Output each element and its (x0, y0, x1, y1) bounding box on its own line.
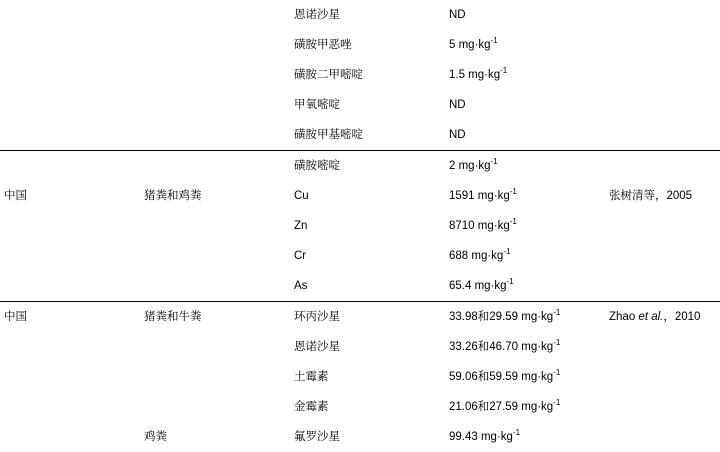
analyte-label: Cr (294, 250, 307, 262)
unit-exponent: -1 (490, 157, 498, 167)
concentration-value (445, 302, 605, 332)
cell-reference (605, 211, 720, 241)
cell-reference (605, 120, 720, 150)
cell-reference (605, 422, 720, 452)
cell-manure-source (140, 90, 290, 120)
manure-source-label: 鸡粪 (144, 431, 167, 443)
analyte-label: 土霉素 (294, 371, 329, 383)
concentration-number: 33.26和46.70 mg·kg (449, 341, 554, 353)
concentration-value (445, 332, 605, 362)
cell-analyte (290, 30, 445, 60)
cell-country (0, 181, 140, 211)
cell-reference (605, 271, 720, 301)
cell-reference (605, 362, 720, 392)
reference-citation (605, 181, 720, 211)
concentration-number: 65.4 mg·kg (449, 280, 507, 292)
unit-exponent: -1 (500, 66, 508, 76)
cell-country (0, 120, 140, 150)
analyte-label: 磺胺二甲嘧啶 (294, 69, 363, 81)
cell-analyte (290, 181, 445, 211)
cell-analyte (290, 271, 445, 301)
cell-country (0, 302, 140, 332)
unit-exponent: -1 (490, 36, 498, 46)
cell-analyte (290, 120, 445, 150)
concentration-value (445, 392, 605, 422)
unit-exponent: -1 (506, 277, 514, 287)
analyte-label: 氟罗沙星 (294, 431, 340, 443)
cell-analyte (290, 302, 445, 332)
cell-manure-source (140, 302, 290, 332)
unit-exponent: -1 (509, 187, 517, 197)
cell-manure-source (140, 362, 290, 392)
cell-concentration (445, 151, 605, 181)
concentration-number: 1591 mg·kg (449, 190, 510, 202)
cell-country (0, 392, 140, 422)
cell-analyte (290, 332, 445, 362)
cell-concentration (445, 241, 605, 271)
concentration-number: 5 mg·kg (449, 39, 491, 51)
cell-country (0, 90, 140, 120)
cell-reference (605, 0, 720, 30)
country-label: 中国 (4, 311, 27, 323)
cell-reference (605, 302, 720, 332)
cell-analyte (290, 0, 445, 30)
cell-concentration (445, 271, 605, 301)
cell-reference (605, 30, 720, 60)
analyte-label: As (294, 280, 308, 292)
table-row (0, 181, 720, 211)
concentration-value (445, 120, 605, 150)
unit-exponent: -1 (553, 398, 561, 408)
analyte-label: Zn (294, 220, 308, 232)
cell-concentration (445, 362, 605, 392)
cell-country (0, 151, 140, 181)
concentration-value (445, 241, 605, 271)
cell-manure-source (140, 151, 290, 181)
cell-reference (605, 181, 720, 211)
concentration-value (445, 90, 605, 120)
cell-analyte (290, 60, 445, 90)
concentration-number: 8710 mg·kg (449, 220, 510, 232)
cell-concentration (445, 181, 605, 211)
unit-exponent: -1 (503, 247, 511, 257)
concentration-number: 1.5 mg·kg (449, 69, 501, 81)
cell-analyte (290, 241, 445, 271)
cell-manure-source (140, 181, 290, 211)
analyte-label: 恩诺沙星 (294, 9, 340, 21)
concentration-number: 59.06和59.59 mg·kg (449, 371, 554, 383)
concentration-value (445, 422, 605, 452)
cell-concentration (445, 211, 605, 241)
concentration-value (445, 30, 605, 60)
table-row (0, 271, 720, 301)
cell-analyte (290, 362, 445, 392)
cell-country (0, 271, 140, 301)
cell-manure-source (140, 241, 290, 271)
table-row (0, 60, 720, 90)
unit-exponent: -1 (553, 368, 561, 378)
concentration-number: 99.43 mg·kg (449, 431, 513, 443)
cell-concentration (445, 422, 605, 452)
analyte-label: 磺胺嘧啶 (294, 160, 340, 172)
analyte-label: 环丙沙星 (294, 311, 340, 323)
table-row (0, 332, 720, 362)
unit-exponent: -1 (509, 217, 517, 227)
cell-country (0, 60, 140, 90)
table-row (0, 362, 720, 392)
cell-reference (605, 241, 720, 271)
cell-concentration (445, 0, 605, 30)
concentration-value (445, 60, 605, 90)
cell-analyte (290, 90, 445, 120)
cell-concentration (445, 120, 605, 150)
concentration-number: 688 mg·kg (449, 250, 504, 262)
table-row (0, 211, 720, 241)
table-row (0, 90, 720, 120)
reference-et-al: et al. (638, 311, 664, 323)
table-row (0, 120, 720, 150)
unit-exponent: -1 (512, 428, 521, 438)
cell-reference (605, 90, 720, 120)
concentration-value (445, 271, 605, 301)
cell-country (0, 241, 140, 271)
cell-concentration (445, 302, 605, 332)
table-row (0, 241, 720, 271)
table-row (0, 151, 720, 181)
concentration-number: ND (449, 129, 466, 141)
cell-country (0, 362, 140, 392)
cell-manure-source (140, 30, 290, 60)
cell-manure-source (140, 120, 290, 150)
analyte-label: 恩诺沙星 (294, 341, 340, 353)
analyte-label: 磺胺甲恶唑 (294, 39, 352, 51)
reference-author: 张树清等，2005 (609, 190, 693, 202)
cell-country (0, 332, 140, 362)
cell-concentration (445, 332, 605, 362)
cell-reference (605, 392, 720, 422)
manure-source-label: 猪粪和鸡粪 (144, 190, 202, 202)
concentration-number: 33.98和29.59 mg·kg (449, 311, 554, 323)
cell-analyte (290, 211, 445, 241)
concentration-value (445, 151, 605, 181)
cell-concentration (445, 30, 605, 60)
cell-analyte (290, 392, 445, 422)
cell-country (0, 30, 140, 60)
table-row (0, 30, 720, 60)
cell-manure-source (140, 60, 290, 90)
cell-concentration (445, 90, 605, 120)
cell-manure-source (140, 211, 290, 241)
concentration-number: 21.06和27.59 mg·kg (449, 401, 554, 413)
cell-reference (605, 60, 720, 90)
analyte-label: 甲氧嘧啶 (294, 99, 340, 111)
analyte-label: Cu (294, 190, 309, 202)
cell-concentration (445, 60, 605, 90)
cell-country (0, 0, 140, 30)
analyte-label: 金霉素 (294, 401, 329, 413)
concentration-value (445, 181, 605, 211)
table-row (0, 392, 720, 422)
unit-exponent: -1 (553, 308, 561, 318)
table-row (0, 422, 720, 452)
cell-reference (605, 151, 720, 181)
concentration-value (445, 362, 605, 392)
country-label: 中国 (4, 190, 27, 202)
cell-manure-source (140, 271, 290, 301)
reference-year: ，2010 (663, 311, 701, 323)
concentration-value (445, 211, 605, 241)
concentration-value (445, 0, 605, 30)
unit-exponent: -1 (553, 338, 561, 348)
cell-analyte (290, 422, 445, 452)
cell-manure-source (140, 392, 290, 422)
table-row (0, 0, 720, 30)
table-row (0, 302, 720, 332)
analyte-label: 磺胺甲基嘧啶 (294, 129, 363, 141)
manure-source-label: 猪粪和牛粪 (144, 311, 202, 323)
cell-concentration (445, 392, 605, 422)
cell-manure-source (140, 332, 290, 362)
cell-country (0, 211, 140, 241)
cell-manure-source (140, 0, 290, 30)
cell-country (0, 422, 140, 452)
cell-analyte (290, 151, 445, 181)
concentration-number: ND (449, 9, 466, 21)
cell-manure-source (140, 422, 290, 452)
reference-citation (605, 302, 720, 332)
concentration-number: ND (449, 99, 466, 111)
reference-author: Zhao (609, 311, 639, 323)
concentration-number: 2 mg·kg (449, 160, 491, 172)
cell-reference (605, 332, 720, 362)
